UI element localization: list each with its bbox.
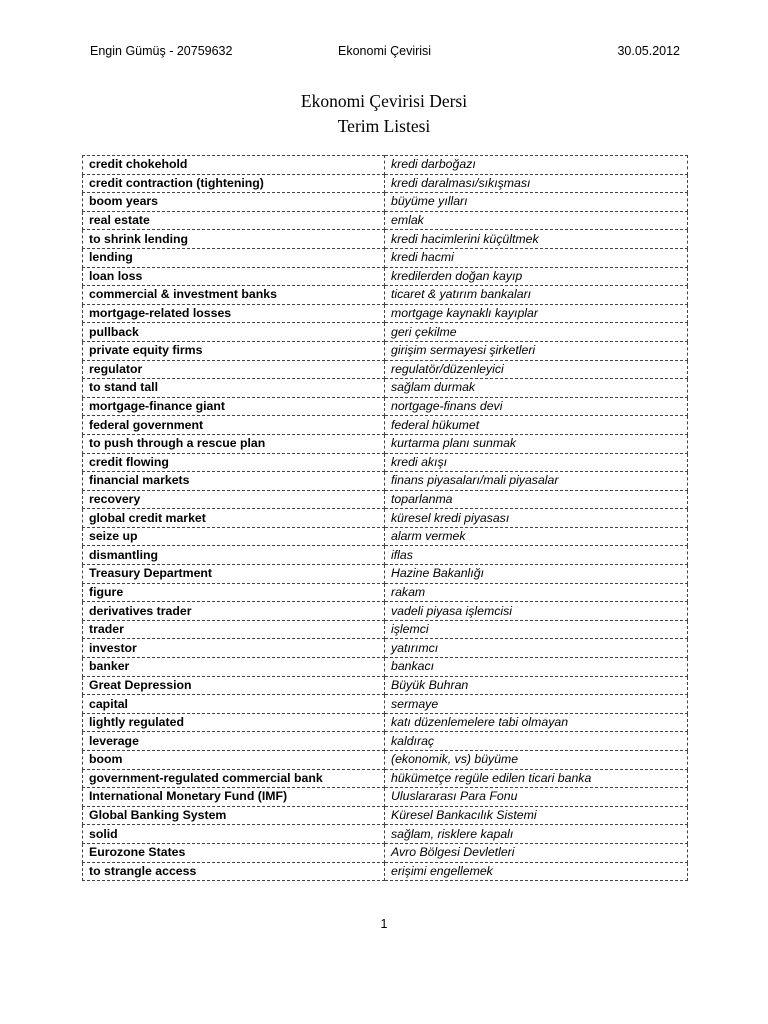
table-row: [83, 825, 688, 844]
term-turkish: işlemci: [385, 620, 688, 639]
table-row: [83, 602, 688, 621]
term-turkish: (ekonomik, vs) büyüme: [385, 751, 688, 770]
term-turkish: Küresel Bankacılık Sistemi: [385, 806, 688, 825]
term-english: International Monetary Fund (IMF): [83, 788, 385, 807]
table-row: [83, 732, 688, 751]
term-turkish: Büyük Buhran: [385, 676, 688, 695]
term-table: [82, 155, 688, 881]
term-turkish: sağlam, risklere kapalı: [385, 825, 688, 844]
title-line-2: Terim Listesi: [337, 116, 431, 136]
page-number: 1: [380, 917, 388, 931]
term-english: trader: [83, 620, 385, 639]
table-row: [83, 769, 688, 788]
table-row: [83, 248, 688, 267]
term-english: leverage: [83, 732, 385, 751]
term-turkish: kredi hacimlerini küçültmek: [385, 230, 688, 249]
table-row: [83, 193, 688, 212]
term-turkish: büyüme yılları: [385, 193, 688, 212]
term-english: real estate: [83, 211, 385, 230]
table-row: [83, 416, 688, 435]
term-turkish: kredi akışı: [385, 453, 688, 472]
term-turkish: emlak: [385, 211, 688, 230]
term-english: derivatives trader: [83, 602, 385, 621]
table-row: [83, 267, 688, 286]
term-english: financial markets: [83, 472, 385, 491]
table-row: [83, 156, 688, 175]
table-row: [83, 527, 688, 546]
term-turkish: federal hükumet: [385, 416, 688, 435]
title-line-1: Ekonomi Çevirisi Dersi: [300, 91, 468, 111]
term-english: recovery: [83, 490, 385, 509]
term-turkish: kredilerden doğan kayıp: [385, 267, 688, 286]
term-english: solid: [83, 825, 385, 844]
table-row: [83, 713, 688, 732]
term-english: capital: [83, 695, 385, 714]
term-english: government-regulated commercial bank: [83, 769, 385, 788]
term-turkish: iflas: [385, 546, 688, 565]
table-row: [83, 490, 688, 509]
term-english: Treasury Department: [83, 565, 385, 584]
term-english: mortgage-related losses: [83, 304, 385, 323]
term-english: pullback: [83, 323, 385, 342]
term-turkish: bankacı: [385, 658, 688, 677]
term-english: to strangle access: [83, 862, 385, 881]
page-header: [90, 44, 680, 62]
header-subject: Ekonomi Çevirisi: [338, 44, 432, 58]
document-title: [0, 89, 768, 139]
header-date: 30.05.2012: [617, 44, 680, 58]
term-turkish: kaldıraç: [385, 732, 688, 751]
term-english: to push through a rescue plan: [83, 434, 385, 453]
term-turkish: mortgage kaynaklı kayıplar: [385, 304, 688, 323]
term-english: credit flowing: [83, 453, 385, 472]
term-turkish: Uluslararası Para Fonu: [385, 788, 688, 807]
table-row: [83, 211, 688, 230]
term-english: commercial & investment banks: [83, 286, 385, 305]
term-turkish: Avro Bölgesi Devletleri: [385, 843, 688, 862]
term-table-body: [83, 156, 688, 881]
term-turkish: nortgage-finans devi: [385, 397, 688, 416]
term-english: investor: [83, 639, 385, 658]
table-row: [83, 788, 688, 807]
table-row: [83, 583, 688, 602]
term-turkish: kredi darboğazı: [385, 156, 688, 175]
table-row: [83, 676, 688, 695]
table-row: [83, 843, 688, 862]
term-turkish: regulatör/düzenleyici: [385, 360, 688, 379]
table-row: [83, 509, 688, 528]
term-english: regulator: [83, 360, 385, 379]
term-english: federal government: [83, 416, 385, 435]
term-turkish: kredi hacmi: [385, 248, 688, 267]
table-row: [83, 639, 688, 658]
table-row: [83, 546, 688, 565]
term-turkish: toparlanma: [385, 490, 688, 509]
table-row: [83, 806, 688, 825]
term-english: to stand tall: [83, 379, 385, 398]
table-row: [83, 341, 688, 360]
term-english: Great Depression: [83, 676, 385, 695]
table-row: [83, 658, 688, 677]
term-english: lending: [83, 248, 385, 267]
term-english: banker: [83, 658, 385, 677]
term-english: boom years: [83, 193, 385, 212]
table-row: [83, 323, 688, 342]
term-english: loan loss: [83, 267, 385, 286]
term-english: global credit market: [83, 509, 385, 528]
table-row: [83, 862, 688, 881]
term-turkish: vadeli piyasa işlemcisi: [385, 602, 688, 621]
table-row: [83, 286, 688, 305]
term-turkish: girişim sermayesi şirketleri: [385, 341, 688, 360]
term-english: seize up: [83, 527, 385, 546]
table-row: [83, 397, 688, 416]
table-row: [83, 304, 688, 323]
table-row: [83, 620, 688, 639]
term-turkish: kurtarma planı sunmak: [385, 434, 688, 453]
term-turkish: alarm vermek: [385, 527, 688, 546]
term-turkish: sağlam durmak: [385, 379, 688, 398]
term-turkish: hükümetçe regüle edilen ticari banka: [385, 769, 688, 788]
term-turkish: erişimi engellemek: [385, 862, 688, 881]
table-row: [83, 174, 688, 193]
table-row: [83, 751, 688, 770]
table-row: [83, 434, 688, 453]
term-english: to shrink lending: [83, 230, 385, 249]
term-turkish: sermaye: [385, 695, 688, 714]
term-turkish: yatırımcı: [385, 639, 688, 658]
term-turkish: ticaret & yatırım bankaları: [385, 286, 688, 305]
term-turkish: rakam: [385, 583, 688, 602]
table-row: [83, 565, 688, 584]
term-english: credit contraction (tightening): [83, 174, 385, 193]
term-english: figure: [83, 583, 385, 602]
term-turkish: kredi daralması/sıkışması: [385, 174, 688, 193]
table-row: [83, 695, 688, 714]
term-english: lightly regulated: [83, 713, 385, 732]
term-english: Global Banking System: [83, 806, 385, 825]
header-author: Engin Gümüş - 20759632: [90, 44, 233, 58]
term-turkish: katı düzenlemelere tabi olmayan: [385, 713, 688, 732]
term-english: mortgage-finance giant: [83, 397, 385, 416]
term-english: dismantling: [83, 546, 385, 565]
term-turkish: geri çekilme: [385, 323, 688, 342]
term-english: boom: [83, 751, 385, 770]
term-english: private equity firms: [83, 341, 385, 360]
term-turkish: finans piyasaları/mali piyasalar: [385, 472, 688, 491]
term-turkish: küresel kredi piyasası: [385, 509, 688, 528]
table-row: [83, 453, 688, 472]
term-english: Eurozone States: [83, 843, 385, 862]
term-english: credit chokehold: [83, 156, 385, 175]
table-row: [83, 472, 688, 491]
table-row: [83, 360, 688, 379]
table-row: [83, 379, 688, 398]
table-row: [83, 230, 688, 249]
term-turkish: Hazine Bakanlığı: [385, 565, 688, 584]
